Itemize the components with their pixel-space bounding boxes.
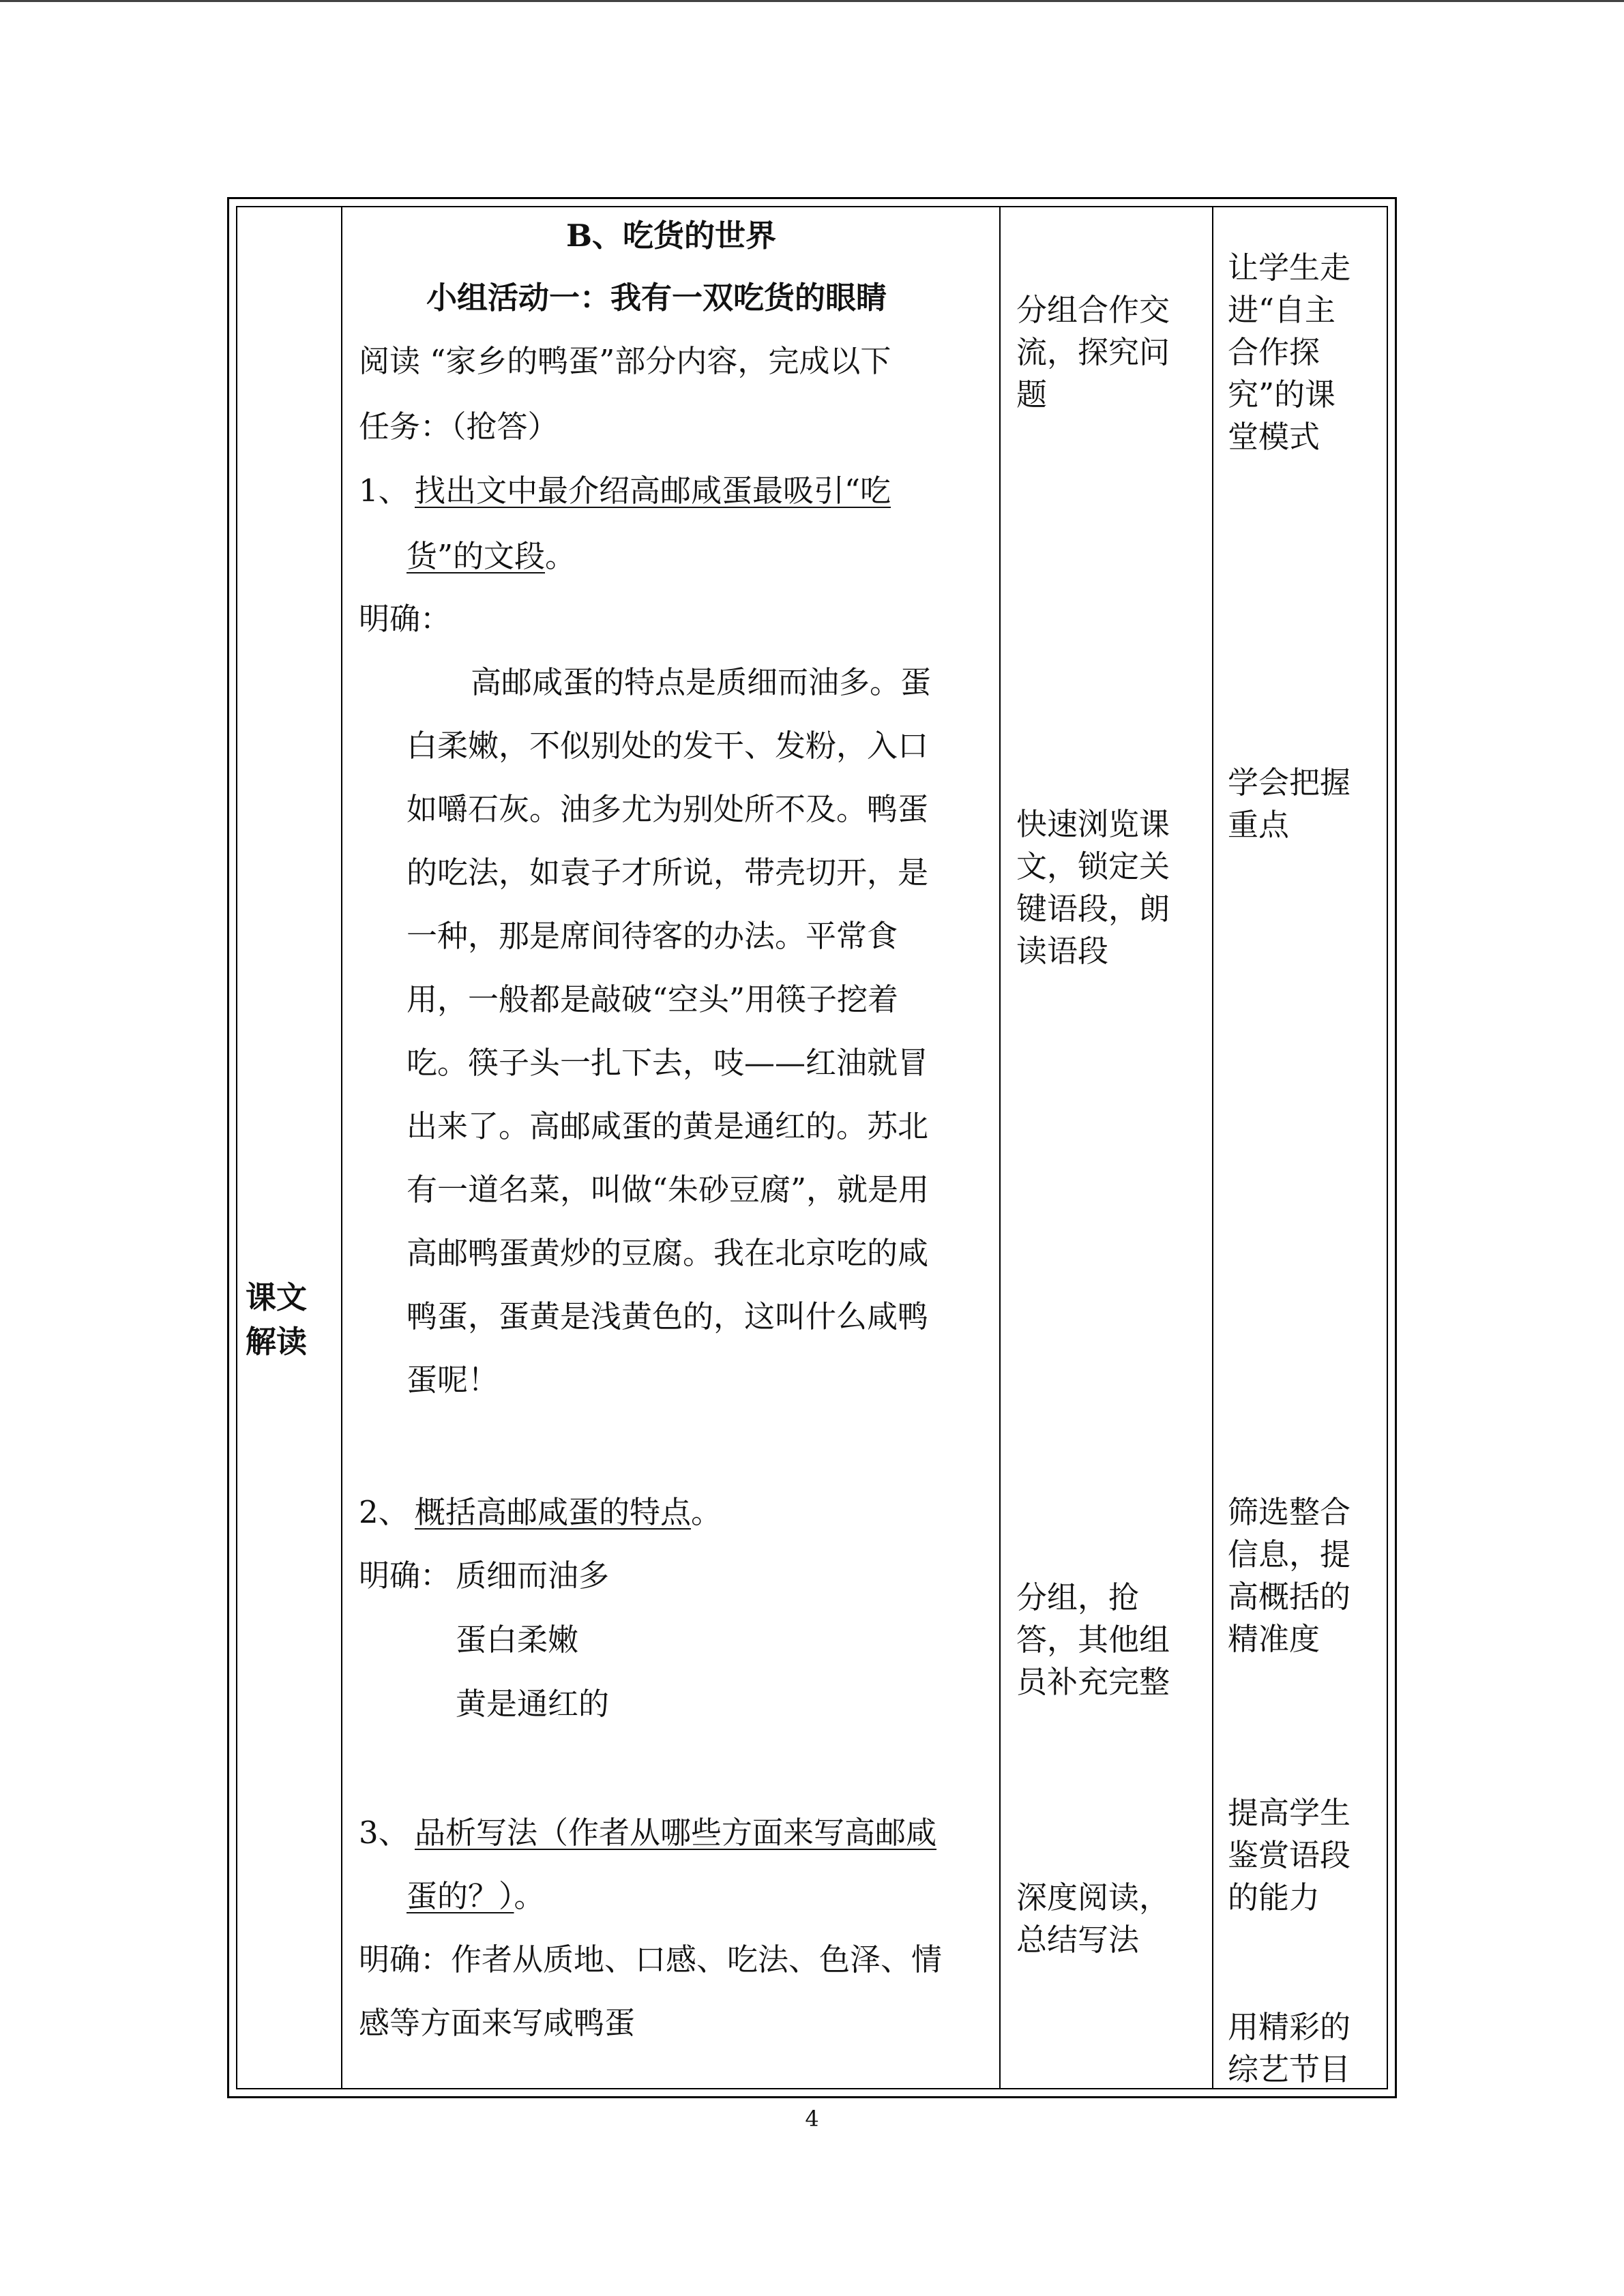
- task-3-text-continued: [407, 1878, 545, 1914]
- purpose-note-line: 筛选整合: [1228, 1494, 1351, 1530]
- row-label-line: 解读: [246, 1324, 308, 1360]
- activity-note-line: 读语段: [1016, 933, 1109, 969]
- section-title: B、吃货的世界: [566, 218, 777, 254]
- purpose-note-line: 综艺节目: [1228, 2051, 1351, 2087]
- purpose-note-line: 究”的课: [1228, 376, 1336, 413]
- passage-line: 用，一般都是敲破“空头”用筷子挖着: [407, 981, 899, 1017]
- passage-line: 出来了。高邮咸蛋的黄是通红的。苏北: [407, 1108, 929, 1144]
- task-2-text: 概括高邮咸蛋的特点: [415, 1494, 692, 1530]
- column-divider: [999, 206, 1001, 2089]
- activity-title: 小组活动一：我有一双吃货的眼睛: [426, 280, 887, 316]
- purpose-note-line: 进“自主: [1228, 292, 1336, 328]
- passage-line: 高邮咸蛋的特点是质细而油多。蛋: [471, 664, 932, 700]
- purpose-note-line: 高概括的: [1228, 1579, 1351, 1615]
- passage-line: 鸭蛋，蛋黄是浅黄色的，这叫什么咸鸭: [407, 1298, 929, 1335]
- answer-3-line: 感等方面来写咸鸭蛋: [359, 2005, 636, 2041]
- task-3-text: 品析写法（作者从哪些方面来写高邮咸: [415, 1815, 937, 1851]
- activity-note-line: 深度阅读，: [1016, 1879, 1170, 1915]
- task-2-tail: 。: [691, 1494, 722, 1530]
- intro-line: 阅读 “家乡的鸭蛋”部分内容，完成以下: [359, 343, 891, 379]
- top-rule: [0, 0, 1624, 2]
- answer-2-item: 蛋白柔嫩: [456, 1622, 579, 1658]
- activity-note-line: 文，锁定关: [1016, 848, 1170, 884]
- activity-note-line: 员补充完整: [1016, 1664, 1170, 1700]
- activity-note-line: 题: [1016, 376, 1048, 413]
- task-3-tail: 。: [514, 1878, 545, 1914]
- task-3-number: 3、: [359, 1815, 409, 1851]
- task-2-text-line: [415, 1494, 722, 1530]
- passage-line: 有一道名菜，叫做“朱砂豆腐”，就是用: [407, 1172, 930, 1208]
- activity-note-line: 总结写法: [1016, 1922, 1140, 1958]
- answer-3-line: 明确：作者从质地、口感、吃法、色泽、情: [359, 1941, 943, 1978]
- task-1-number: 1、: [359, 473, 409, 509]
- passage-line: 高邮鸭蛋黄炒的豆腐。我在北京吃的咸: [407, 1235, 929, 1271]
- activity-note-line: 快速浏览课: [1016, 806, 1170, 842]
- passage-line: 一种，那是席间待客的办法。平常食: [407, 918, 898, 954]
- task-1-tail: 。: [545, 538, 576, 574]
- answer-2-item: 黄是通红的: [456, 1686, 610, 1722]
- column-divider: [1212, 206, 1213, 2089]
- row-label-line: 课文: [246, 1279, 308, 1315]
- passage-line: 如嚼石灰。油多尤为别处所不及。鸭蛋: [407, 791, 929, 827]
- activity-note-line: 流，探究问: [1016, 334, 1170, 370]
- page-number: 4: [805, 2106, 819, 2132]
- activity-note-line: 分组，抢: [1016, 1579, 1140, 1615]
- column-divider: [341, 206, 342, 2089]
- task-1-text: 找出文中最介绍高邮咸蛋最吸引“吃: [415, 473, 891, 509]
- purpose-note-line: 合作探: [1228, 334, 1320, 370]
- purpose-note-line: 的能力: [1228, 1879, 1320, 1915]
- activity-note-line: 答，其他组: [1016, 1622, 1170, 1658]
- passage-line: 吃。筷子头一扎下去，吱——红油就冒: [407, 1045, 929, 1081]
- answer-label: 明确：: [359, 601, 452, 637]
- activity-note-line: 分组合作交: [1016, 292, 1170, 328]
- answer-2-item: 质细而油多: [456, 1557, 610, 1594]
- purpose-note-line: 堂模式: [1228, 419, 1320, 455]
- purpose-note-line: 精准度: [1228, 1621, 1320, 1657]
- purpose-note-line: 提高学生: [1228, 1795, 1351, 1831]
- purpose-note-line: 重点: [1228, 807, 1290, 843]
- answer-2-label: 明确：: [359, 1557, 452, 1594]
- purpose-note-line: 让学生走: [1228, 250, 1351, 286]
- intro-line: 任务：（抢答）: [359, 408, 559, 445]
- purpose-note-line: 学会把握: [1228, 764, 1351, 801]
- task-3-text: 蛋的？）: [407, 1878, 514, 1914]
- purpose-note-line: 信息，提: [1228, 1536, 1351, 1572]
- passage-line: 白柔嫩，不似别处的发干、发粉，入口: [407, 728, 929, 764]
- purpose-note-line: 用精彩的: [1228, 2009, 1351, 2045]
- passage-line: 的吃法，如袁子才所说，带壳切开，是: [407, 854, 929, 891]
- activity-note-line: 键语段，朗: [1016, 891, 1170, 927]
- purpose-note-line: 鉴赏语段: [1228, 1837, 1351, 1873]
- task-1-text-continued: [407, 538, 576, 574]
- task-1-text: 货”的文段: [407, 538, 546, 574]
- passage-line: 蛋呢！: [407, 1362, 499, 1398]
- task-2-number: 2、: [359, 1494, 409, 1530]
